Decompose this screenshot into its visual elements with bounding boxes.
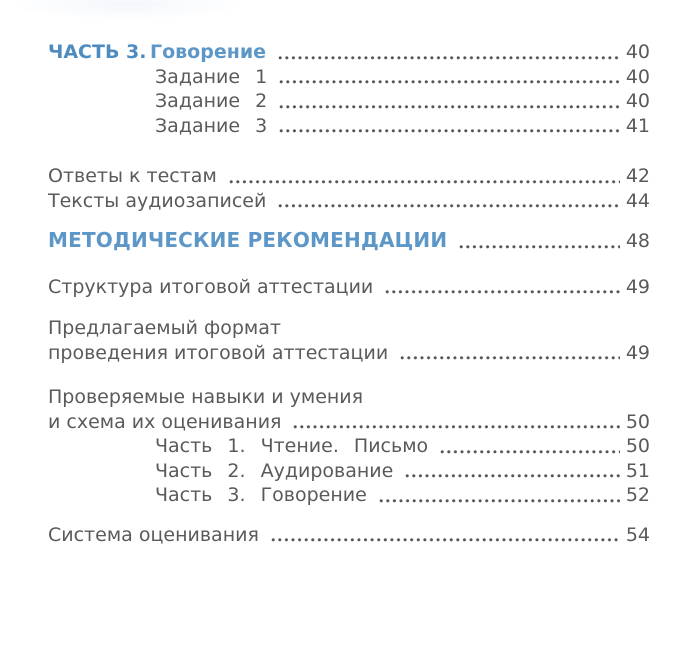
toc-entry xyxy=(48,434,650,459)
page-number: 49 xyxy=(625,275,650,298)
toc-entry xyxy=(48,385,650,410)
toc-entry-label: Предлагаемый формат xyxy=(48,317,281,339)
toc-entry xyxy=(48,65,650,90)
toc-entry xyxy=(48,341,650,366)
dot-leader xyxy=(440,449,620,455)
page-number: 54 xyxy=(625,523,650,546)
page-number: 42 xyxy=(625,165,650,187)
toc-entry-label: Ответы к тестам xyxy=(48,165,217,187)
dot-leader xyxy=(405,473,620,479)
page-number: 40 xyxy=(625,65,650,88)
page-number: 40 xyxy=(625,90,650,112)
toc-entry xyxy=(48,410,650,435)
dot-leader xyxy=(379,498,620,504)
page-number: 51 xyxy=(625,459,650,482)
dot-leader xyxy=(278,203,620,209)
toc-entry xyxy=(48,483,650,508)
toc-entry-label: Проверяемые навыки и умения xyxy=(48,386,364,408)
page-number: 50 xyxy=(625,410,650,433)
dot-leader xyxy=(279,104,620,110)
toc-group xyxy=(48,316,650,365)
dot-leader xyxy=(229,179,620,185)
page-number: 41 xyxy=(625,114,650,137)
dot-leader xyxy=(279,128,620,134)
dot-leader xyxy=(271,537,620,543)
toc-group xyxy=(48,164,650,213)
toc-entry-label: Задание 3 xyxy=(155,114,268,137)
dot-leader xyxy=(459,244,620,250)
toc-entry-label: проведения итоговой аттестации xyxy=(48,341,389,364)
toc-entry-label: Структура итоговой аттестации xyxy=(48,275,374,298)
toc-entry xyxy=(48,114,650,139)
toc-entry-label: Часть 3. Говорение xyxy=(155,484,367,506)
dot-leader xyxy=(385,289,620,295)
toc-entry xyxy=(48,523,650,548)
page-number: 48 xyxy=(625,230,650,252)
part-title-label: Говорение xyxy=(150,41,267,63)
toc-entry-label: Система оценивания xyxy=(48,523,259,546)
toc-entry-label: Часть 1. Чтение. Письмо xyxy=(155,435,429,457)
toc-entry-label: Тексты аудиозаписей xyxy=(48,189,267,212)
dot-leader xyxy=(279,79,620,85)
toc-entry-label: Задание 1 xyxy=(155,65,268,88)
toc-group xyxy=(48,275,650,300)
page-number: 49 xyxy=(625,341,650,364)
toc-entry xyxy=(48,316,650,341)
toc-entry-label: и схема их оценивания xyxy=(48,410,282,433)
page-number: 50 xyxy=(625,435,650,457)
toc-entry xyxy=(48,459,650,484)
toc-entry xyxy=(48,228,650,254)
toc-group xyxy=(48,523,650,548)
toc-group xyxy=(48,385,650,508)
toc-entry-label: МЕТОДИЧЕСКИЕ РЕКОМЕНДАЦИИ xyxy=(48,228,448,252)
page-number: 52 xyxy=(625,484,650,506)
toc-group xyxy=(48,40,650,138)
toc-entry xyxy=(48,164,650,189)
toc-entry-label: Часть 2. Аудирование xyxy=(155,459,394,482)
page-number: 44 xyxy=(625,189,650,212)
toc-list xyxy=(48,40,650,547)
dot-leader xyxy=(400,355,620,361)
dot-leader xyxy=(293,424,620,430)
toc-entry xyxy=(48,189,650,214)
toc-entry xyxy=(48,40,650,65)
toc-entry-label: Задание 2 xyxy=(155,90,268,112)
part-number-label: ЧАСТЬ 3. xyxy=(48,41,147,63)
toc-entry xyxy=(48,275,650,300)
page-number: 40 xyxy=(625,41,650,63)
dot-leader xyxy=(278,55,620,61)
toc-group xyxy=(48,228,650,254)
toc-entry xyxy=(48,89,650,114)
